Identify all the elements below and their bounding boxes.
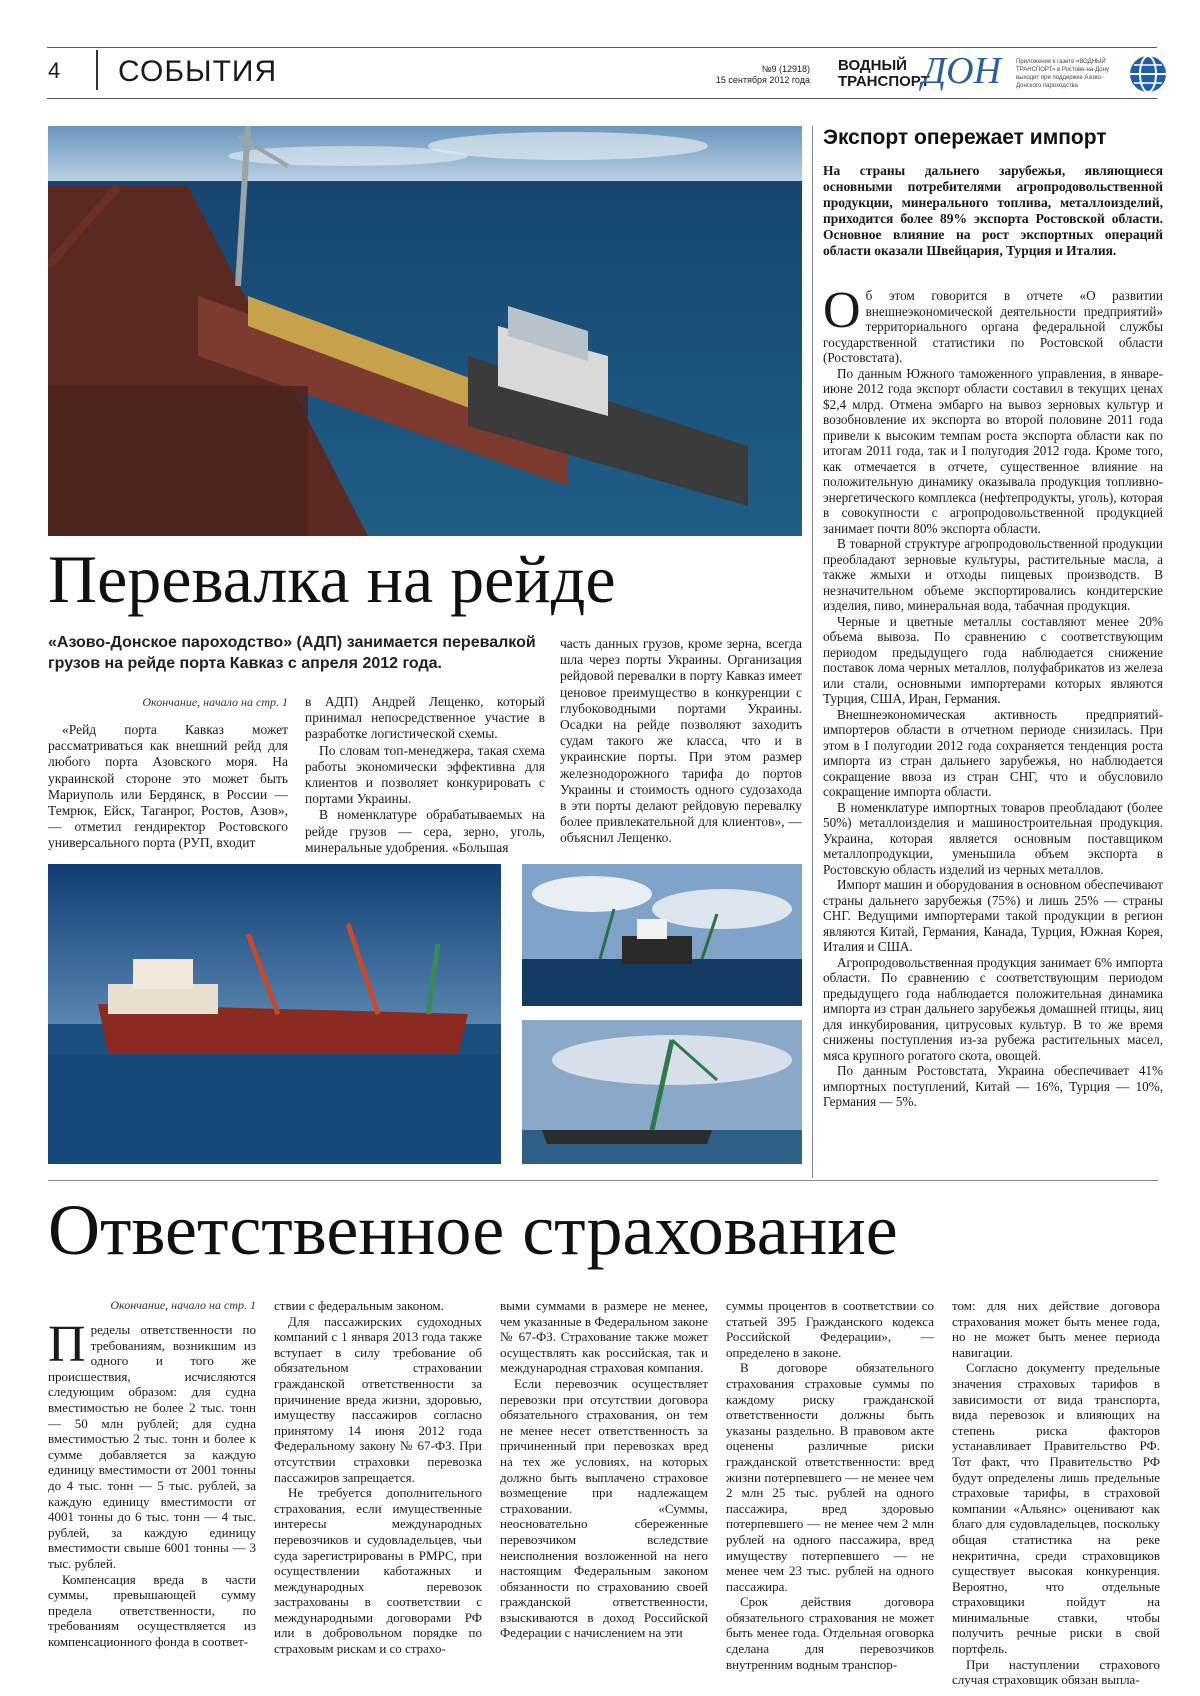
article1-cite: Окончание, начало на стр. 1 [142, 695, 288, 709]
article1-col2-p2: По словам топ-менеджера, такая схема работы экономически эффективна для клиентов и позволяет конкурировать с портами Украины. [305, 742, 545, 807]
article2-col5-p3: При наступлении страхового случая страховщик обязан выпла- [952, 1656, 1160, 1688]
sidebar-dropcap: О [823, 282, 861, 339]
article2-col1-first: ределы ответственности по требованиям, возникшим из одного и того же происшествия, исчисляются следующим образом: для судна вместимостью не более 2 тыс. тонн — 50 млн рублей; для судна вместимостью 2 тыс. тонн и более к сумме добавляется за каждую единицу вместимости от 2001 тонны до 4 тыс. тонн — 5 тыс. рублей, за каждую единицу вместимости от 4001 тонны до 6 тыс. тонн — 4 тыс. рублей, за каждую единицу вместимости свыше 6001 тонны — 3 тыс. рублей. [48, 1322, 256, 1571]
article2-col2 [274, 1298, 482, 1657]
issue-info [700, 64, 810, 86]
photo-ship-raid [522, 864, 802, 1006]
article1-col3-p1: часть данных грузов, кроме зерна, всегда шла через порты Украины. Организация рейдовой перевалки в порту Кавказ имеет ценовое преимущество в конкуренции с глубоководными портами Украины. Осадки на рейде позволяют заходить судам такого же класса, что и в украинские порты. При этом размер железнодорожного тарифа до портов Украины и стоимость одного судозахода в эти порты делают рейдовую перевалку более привлекательной для клиентов», — объяснил Лещенко. [560, 636, 802, 846]
article2-col4-p1: суммы процентов в соответствии со статьей 395 Гражданского кодекса Российской Федерации», — определено в законе. [726, 1298, 934, 1360]
article2-col4-p3: Срок действия договора обязательного страхования не может быть менее года. Отдельная оговорка сделана для перевозчиков внутренним водным транспор- [726, 1594, 934, 1672]
photo-port-ships [48, 126, 802, 536]
article2-col5-p1: том: для них действие договора страхования может быть менее года, но не может быть менее периода навигации. [952, 1298, 1160, 1360]
sidebar-paragraph: В товарной структуре агропродовольственной продукции преобладают зерновые культуры, растительные масла, а также жмыхи и отходы пищевых производств. В незначительном объеме экспортировались кондитерские изделия, пиво, минеральная вода, табачная продукция. [823, 536, 1163, 613]
article2-col3-p1: выми суммами в размере не менее, чем указанные в Федеральном законе № 67-ФЗ. Страхование также может осуществлять как российская, так и международная страховая компания. [500, 1298, 708, 1376]
article2-col5 [952, 1298, 1160, 1688]
sidebar-title: Экспорт опережает импорт [823, 126, 1107, 149]
article1-col2-p3: В номенклатуре обрабатываемых на рейде грузов — сера, зерно, уголь, минеральные удобрения. «Большая [305, 807, 545, 855]
logo-note: Приложение к газете «ВОДНЫЙ ТРАНСПОРТ» в Ростове-на-Дону выходит при поддержке Азово-Донского пароходства [1016, 59, 1109, 89]
page-number: 4 [48, 58, 61, 83]
sidebar-first-paragraph: б этом говорится в отчете «О развитии внешнеэкономической деятельности предприятий» территориального органа федеральной службы государственной статистики по Ростовской области (Ростовстата). [823, 288, 1163, 365]
article1-col2-p1: в АДП) Андрей Лещенко, который принимал непосредственное участие в разработке логистической схемы. [305, 694, 545, 742]
article2-cite: Окончание, начало на стр. 1 [110, 1298, 256, 1312]
article2-dropcap: П [48, 1316, 86, 1373]
article2-col2-p2: Для пассажирских судоходных компаний с 1 января 2013 года также вступает в силу требование об обязательном страховании гражданской ответственности за причинение вреда жизни, здоровью, имуществу пассажиров согласно принятому 14 июня 2012 года Федеральному закону № 67-ФЗ. При отсутствии страховки перевозка пассажиров запрещается. [274, 1313, 482, 1485]
globe-logo-icon [1128, 54, 1168, 94]
article1-lead: «Азово-Донское пароходство» (АДП) занимается перевалкой грузов на рейде порта Кавказ с апреля 2012 года. [48, 634, 536, 672]
sidebar-paragraph: В номенклатуре импортных товаров преобладают (более 50%) металлоизделия и машиностроительная продукция. Украина, которая является основным поставщиком металлопродукции, уменьшила объем экспорта в Ростовскую область изделий из черных металлов. [823, 799, 1163, 877]
article1-col1-p1: «Рейд порта Кавказ может рассматриваться как внешний рейд для любого порта Азовского моря. На украинской стороне это может быть Мариуполь или Бердянск, в России — Темрюк, Ейск, Таганрог, Ростов, Азов», — отметил гендиректор Ростовского универсального порта (РУП, входит [48, 722, 288, 851]
header-bottom-rule [47, 98, 1157, 99]
sidebar-divider [812, 126, 813, 1178]
article1-headline: Перевалка на рейде [48, 541, 616, 617]
article1-col2 [305, 694, 545, 856]
article2-col3 [500, 1298, 708, 1641]
sidebar-paragraph: Импорт машин и оборудования в основном обеспечивают страны дальнего зарубежья (75%) и лишь 25% — страны СНГ. Ведущими импортерами такой продукции в регион являются Китай, Германия, Канада, Турция, Южная Корея, Италия и США. [823, 877, 1163, 954]
article2-col3-p2: Если перевозчик осуществляет перевозки при отсутствии договора обязательного страхования, он тем не менее несет ответственность за причиненный при перевозках вред на тех же условиях, на которых должно быть выплачено страховое возмещение при надлежащем страховании. «Суммы, неосновательно сбереженные перевозчиком вследствие неисполнения возложенной на него настоящим Федеральным законом обязанности по страхованию своей гражданской ответственности, взыскиваются в доход Российской Федерации с начислением на эти [500, 1375, 708, 1641]
article1-col1 [48, 722, 288, 852]
section-title: СОБЫТИЯ [118, 55, 278, 88]
photo-tankers-sunset [48, 864, 501, 1164]
header-divider [96, 50, 98, 90]
article2-col2-p1: ствии с федеральным законом. [274, 1298, 444, 1313]
article2-col1-p2: Компенсация вреда в части суммы, превышающей сумму предела ответственности, по требованиям осуществляется из компенсационного фонда в соответ- [48, 1571, 256, 1649]
logo-word-vodny: ВОДНЫЙ [838, 57, 907, 74]
logo-don: ДОН [922, 50, 1002, 92]
article1-col3 [560, 636, 802, 847]
article2-col4 [726, 1298, 934, 1672]
sidebar-paragraph: Внешнеэкономическая активность предприятий-импортеров области в отчетном периоде снизилась. При этом в I полугодии 2012 года сохраняется тенденция роста импорта из стран дальнего зарубежья, но наблюдается сокращение ввоза из стран СНГ, что и обусловило сокращение импорта области. [823, 706, 1163, 799]
sidebar-paragraph: Черные и цветные металлы составляют менее 20% объема вывоза. По сравнению с соответствующим периодом предыдущего года наблюдается снижение поставок лома черных металлов, полуфабрикатов из железа или стали, основными импортерами которых являются Турция, США, Иран, Германия. [823, 613, 1163, 706]
article2-col4-p2: В договоре обязательного страхования страховые суммы по каждому риску гражданской ответственности должны быть указаны раздельно. В правовом акте оценены различные риски гражданской ответственности: вред жизни потерпевшего — не менее чем 2 млн 25 тыс. рублей на одного пассажира, вред здоровью потерпевшего — не менее чем 2 млн рублей на одного пассажира, вред имуществу потерпевшего — не менее чем 23 тыс. рублей на одного пассажира. [726, 1360, 934, 1594]
issue-date: 15 сентября 2012 года [715, 75, 810, 85]
article2-col2-p3: Не требуется дополнительного страхования, если имущественные интересы международных перевозчиков и судовладельцев, чьи суда зарегистрированы в РМРС, при осуществлении каботажных и международных перевозок застрахованы в соответствии с международными договорами РФ или в добровольном порядке по страховым рискам и со страхо- [274, 1485, 482, 1657]
logo-word-transport: ТРАНСПОРТ [838, 73, 930, 90]
photo-floating-crane [522, 1020, 802, 1164]
sidebar-paragraph: По данным Южного таможенного управления, в январе-июне 2012 года экспорт области составил в текущих ценах $2,4 млрд. Отмена эмбарго на вывоз зерновых культур и возобновление их экспорта во второй половине 2011 года привели к высоким темпам роста экспорта области как по итогам 2011 года, так и I полугодия 2012 года. Кроме того, как отмечается в отчете, существенное влияние на положительную динамику оказывала продукция топливно-энергетического комплекса (нефтепродукты, уголь), которая в совокупности с агропродовольственной продукцией занимает почти 80% экспорта области. [823, 365, 1163, 536]
issue-number: №9 (12918) [761, 64, 810, 74]
article2-col1 [48, 1316, 256, 1649]
section-divider [48, 1180, 1158, 1181]
sidebar-paragraph: По данным Ростовстата, Украина обеспечивает 41% импортных поступлений, Китай — 16%, Турция — 10%, Германия — 5%. [823, 1063, 1163, 1109]
article2-headline: Ответственное страхование [48, 1190, 898, 1270]
article2-col5-p2: Согласно документу предельные значения страховых тарифов в зависимости от вида транспорта, вида перевозок и влияющих на степень риска факторов устанавливает Правительство РФ. Тот факт, что Правительство РФ будут определены лишь предельные страховые тарифы, в страховой компании «Альянс» оценивают как благо для судовладельцев, поскольку общая статистика на реке некритична, среди страховщиков существует высокая конкуренция. Вероятно, что отдельные страховщики пойдут на минимальные ставки, чтобы получить речные риски в свой портфель. [952, 1360, 1160, 1657]
header-top-rule [47, 47, 1157, 48]
sidebar-lead: На страны дальнего зарубежья, являющиеся основными потребителями агропродовольственной продукции, минерального топлива, металлоизделий, приходится более 89% экспорта Ростовской области. Основное влияние на рост экспортных операций области оказали Швейцария, Турция и Италия. [823, 163, 1163, 258]
sidebar-body [823, 282, 1163, 1110]
sidebar-paragraph: Агропродовольственная продукция занимает 6% импорта области. По сравнению с соответствующим периодом предыдущего года наблюдается положительная динамика импорта из стран дальнего зарубежья домашней птицы, яиц для инкубирования, цитрусовых культур. В то же время снижены поступления из-за рубежа растительных масел, мяса крупного рогатого скота, овощей. [823, 954, 1163, 1063]
